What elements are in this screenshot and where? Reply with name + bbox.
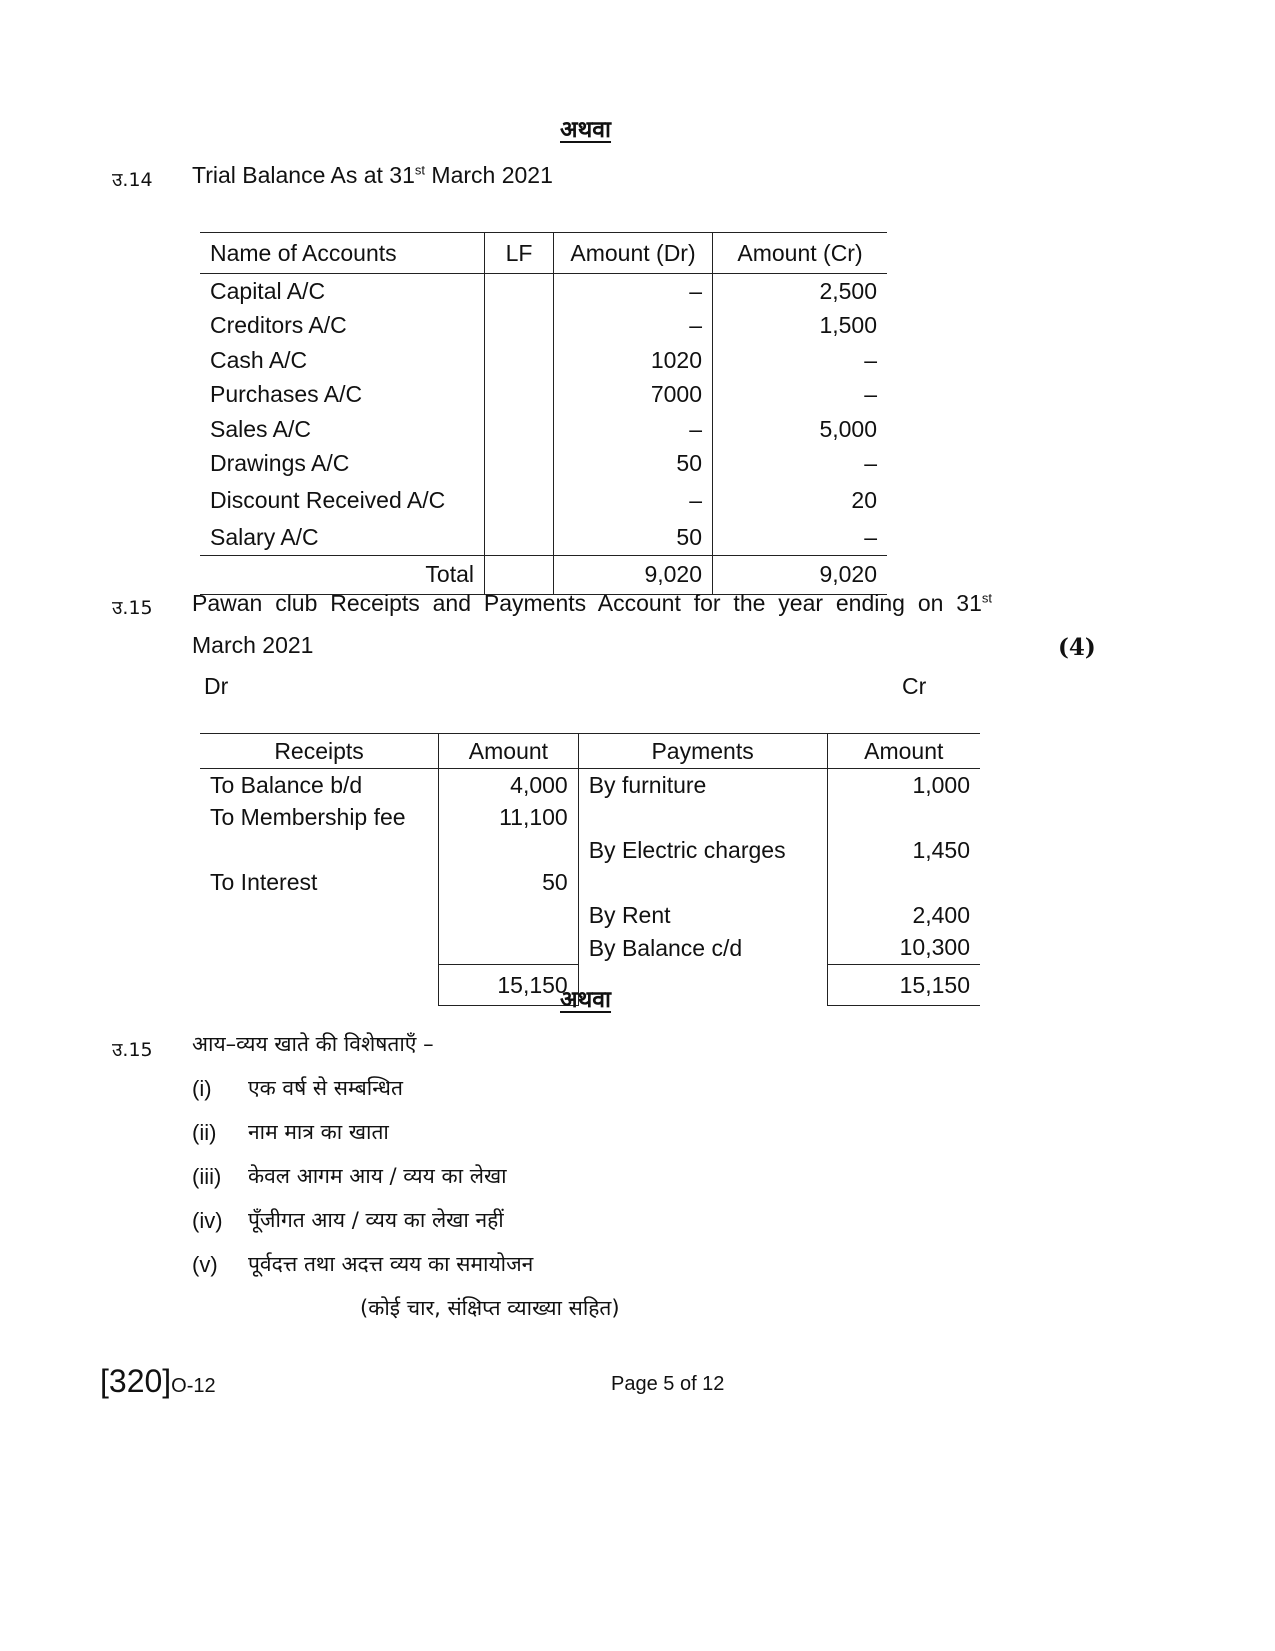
cr-amount: – — [864, 450, 877, 477]
marks-label: (4) — [1058, 634, 1096, 661]
receipt-item: To Balance b/d — [200, 769, 439, 802]
item-roman: (iii) — [192, 1164, 222, 1189]
dr-amount: – — [554, 309, 713, 344]
item-roman: (i) — [192, 1076, 212, 1101]
lf-cell — [485, 412, 554, 447]
lf-cell — [485, 555, 554, 594]
account-name: Salary A/C — [210, 523, 319, 550]
account-name: Creditors A/C — [210, 312, 347, 339]
receipt-item: To Membership fee — [200, 802, 439, 835]
payment-item: By Balance c/d — [578, 932, 827, 965]
q15-title-line1: Pawan club Receipts and Payments Account for the year ending on 31st — [192, 590, 992, 616]
lf-cell — [485, 520, 554, 555]
table-row — [200, 481, 887, 520]
payment-amount: 10,300 — [899, 934, 970, 961]
receipt-amount: 50 — [439, 867, 579, 900]
account-name: Discount Received A/C — [210, 487, 446, 513]
payment-item: By Rent — [578, 899, 827, 932]
item-text: पूँजीगत आय / व्यय का लेखा नहीं — [248, 1208, 504, 1232]
lf-cell — [485, 274, 554, 309]
col-name-of-accounts: Name of Accounts — [200, 233, 485, 274]
payment-item: By furniture — [578, 769, 827, 802]
q14-title: Trial Balance As at 31st March 2021 — [192, 162, 553, 188]
item-text: एक वर्ष से सम्बन्धित — [248, 1076, 403, 1100]
col-receipt-amount: Amount — [439, 734, 579, 769]
paper-code: [320]O-12 — [100, 1363, 216, 1399]
or-heading-top: अथवा — [560, 117, 612, 143]
receipts-payments-table — [200, 733, 980, 1006]
col-amount-dr: Amount (Dr) — [554, 233, 713, 274]
table-row — [200, 274, 887, 309]
item-text: केवल आगम आय / व्यय का लेखा — [248, 1164, 507, 1188]
dr-amount: 7000 — [554, 378, 713, 413]
dr-label: Dr — [204, 673, 229, 699]
dr-amount: 50 — [554, 447, 713, 482]
col-amount-cr: Amount (Cr) — [713, 233, 888, 274]
col-lf: LF — [485, 233, 554, 274]
table-row — [200, 899, 980, 932]
q15-number: उ.15 — [112, 597, 153, 619]
cr-amount: 1,500 — [819, 312, 877, 339]
cr-amount: – — [864, 523, 877, 550]
q15b-note: (कोई चार, संक्षिप्त व्याख्या सहित) — [360, 1296, 620, 1320]
dr-amount: – — [554, 274, 713, 309]
q15b-title: आय–व्यय खाते की विशेषताएँ – — [192, 1032, 434, 1056]
dr-amount: 50 — [554, 520, 713, 555]
lf-cell — [485, 343, 554, 378]
cr-amount: 5,000 — [819, 415, 877, 442]
payment-amount — [827, 802, 980, 835]
cr-amount: – — [864, 346, 877, 373]
total-label: Total — [200, 555, 485, 594]
lf-cell — [485, 481, 554, 520]
account-name: Capital A/C — [210, 277, 326, 304]
page-number: Page 5 of 12 — [611, 1373, 725, 1395]
dr-amount: 1020 — [554, 343, 713, 378]
total-dr: 9,020 — [554, 555, 713, 594]
dr-amount: – — [554, 412, 713, 447]
receipt-amount: 4,000 — [439, 769, 579, 802]
trial-balance-table — [200, 232, 887, 595]
total-receipts: 15,150 — [439, 965, 579, 1006]
total-payments: 15,150 — [827, 965, 980, 1006]
table-row — [200, 378, 887, 413]
lf-cell — [485, 378, 554, 413]
receipt-amount: 11,100 — [439, 802, 579, 835]
account-name: Cash A/C — [210, 346, 308, 373]
item-roman: (ii) — [192, 1120, 217, 1145]
payment-item — [578, 802, 827, 835]
trial-balance-header — [200, 233, 887, 274]
receipt-item — [200, 899, 439, 932]
total-row — [200, 555, 887, 594]
dr-amount: – — [554, 481, 713, 520]
cr-amount: 20 — [851, 487, 877, 513]
col-receipts: Receipts — [200, 734, 439, 769]
item-text: पूर्वदत्त तथा अदत्त व्यय का समायोजन — [248, 1252, 534, 1276]
lf-cell — [485, 309, 554, 344]
item-text: नाम मात्र का खाता — [248, 1120, 389, 1144]
empty-cell — [200, 965, 439, 1006]
receipt-item — [200, 834, 439, 867]
lf-cell — [485, 447, 554, 482]
table-row — [200, 932, 980, 965]
receipt-item: To Interest — [200, 867, 439, 900]
cr-amount: 2,500 — [819, 277, 877, 304]
receipt-amount — [439, 834, 579, 867]
q15-title-line2: March 2021 — [192, 632, 314, 658]
account-name: Sales A/C — [210, 415, 311, 442]
q15b-number: उ.15 — [112, 1039, 153, 1061]
table-row — [200, 412, 887, 447]
item-roman: (iv) — [192, 1208, 223, 1233]
cr-label: Cr — [902, 673, 927, 699]
or-heading-bottom: अथवा — [560, 987, 612, 1013]
table-row — [200, 343, 887, 378]
col-payment-amount: Amount — [827, 734, 980, 769]
q14-number: उ.14 — [112, 169, 153, 191]
table-row — [200, 867, 980, 900]
payment-amount: 1,450 — [912, 836, 970, 863]
col-payments: Payments — [578, 734, 827, 769]
receipt-amount — [439, 932, 579, 965]
table-row — [200, 447, 887, 482]
table-row — [200, 802, 980, 835]
table-row — [200, 834, 980, 867]
payment-item — [578, 867, 827, 900]
payment-amount — [827, 867, 980, 900]
receipt-amount — [439, 899, 579, 932]
item-roman: (v) — [192, 1252, 218, 1277]
payment-item: By Electric charges — [578, 834, 827, 867]
empty-cell — [578, 965, 827, 1006]
payment-amount: 2,400 — [912, 901, 970, 928]
cr-amount: – — [864, 381, 877, 408]
account-name: Drawings A/C — [210, 450, 350, 477]
account-name: Purchases A/C — [210, 381, 363, 408]
table-row — [200, 769, 980, 802]
rp-header — [200, 734, 980, 769]
total-cr: 9,020 — [713, 555, 888, 594]
table-row — [200, 309, 887, 344]
payment-amount: 1,000 — [912, 771, 970, 798]
table-row — [200, 520, 887, 555]
receipt-item — [200, 932, 439, 965]
